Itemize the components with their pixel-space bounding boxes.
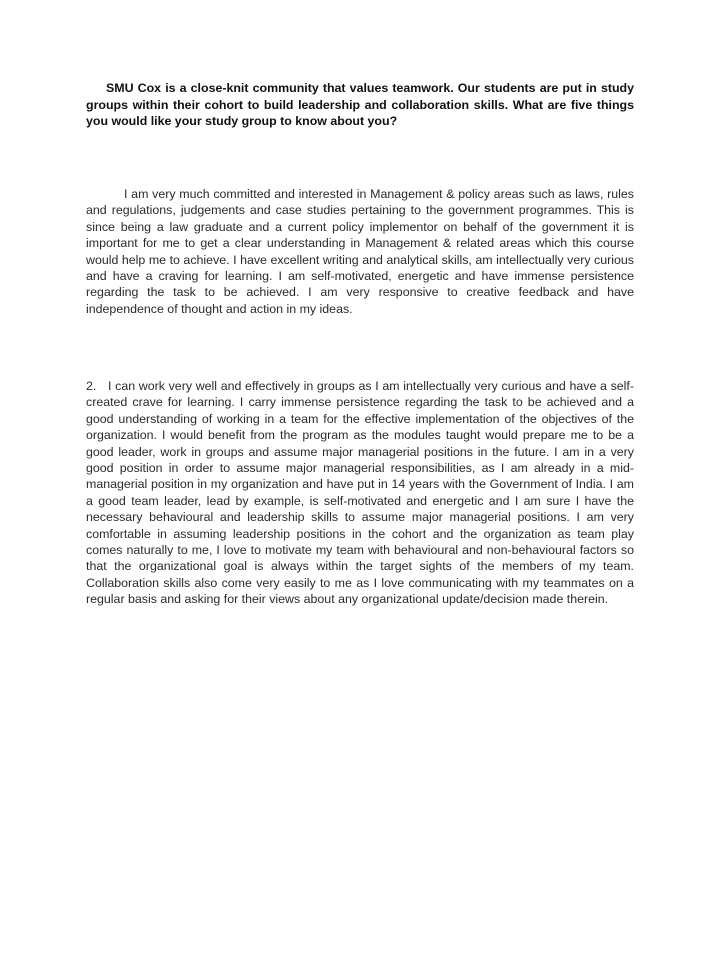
question-heading: SMU Cox is a close-knit community that values teamwork. Our students are put in study groups within their cohort to build leadership and collaboration skills. What are five things you would like your study group to know about you? [86, 81, 634, 128]
answer-paragraph-2 [86, 378, 634, 608]
answer-1-text: I am very much committed and interested in Management & policy areas such as laws, rules and regulations, judgements and case studies pertaining to the government programmes. This is since being a law graduate and a current policy implementor on behalf of the government it is important for me to get a clear understanding in Management & related areas which this course would help me to achieve. I have excellent writing and analytical skills, am intellectually very curious and have a craving for learning. I am self-motivated, energetic and have immense persistence regarding the task to be achieved. I am very responsive to creative feedback and have independence of thought and action in my ideas. [86, 187, 634, 316]
answer-paragraph-1 [86, 186, 634, 317]
answer-2-number: 2. [86, 379, 97, 393]
answer-2-text: I can work very well and effectively in groups as I am intellectually very curious and have a self-created crave for learning. I carry immense persistence regarding the task to be achieved and a good understanding of working in a team for the effective implementation of the objectives of the organization. I would benefit from the program as the modules taught would prepare me to be a good leader, work in groups and assume major managerial positions in the future. I am in a very good position in order to assume major managerial responsibilities, as I am already in a mid-managerial position in my organization and have put in 14 years with the Government of India. I am a good team leader, lead by example, is self-motivated and energetic and I am sure I have the necessary behavioural and leadership skills to assume major managerial positions. I am very comfortable in assuming leadership positions in the cohort and the organization as team play comes naturally to me, I love to motivate my team with behavioural and non-behavioural factors so that the organizational goal is always within the target sights of the members of my team. Collaboration skills also come very easily to me as I love communicating with my teammates on a regular basis and asking for their views about any organizational update/decision made therein. [86, 379, 634, 607]
